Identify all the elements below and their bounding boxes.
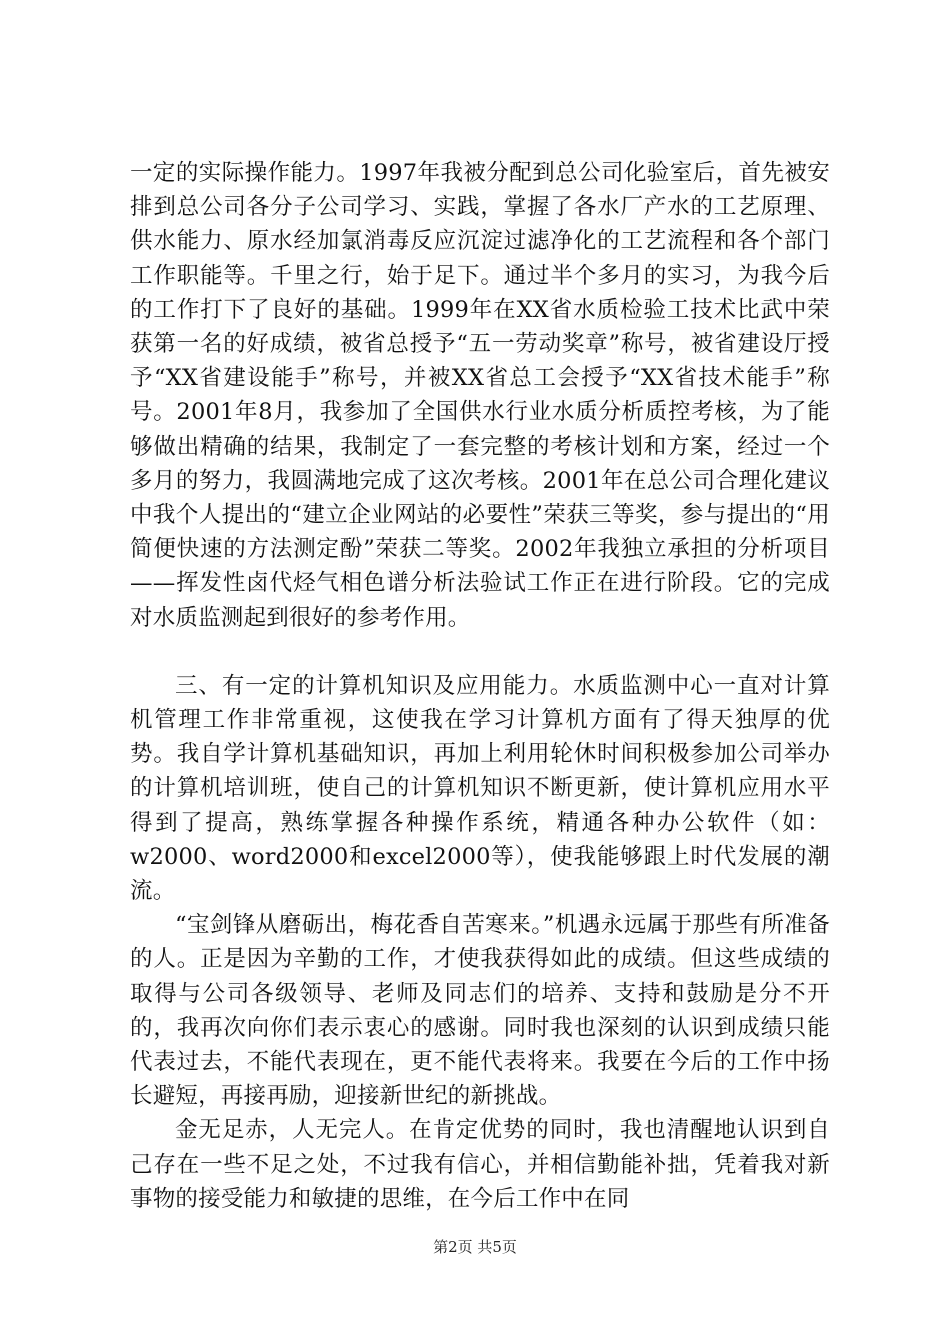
paragraph-shortcomings: 金无足赤，人无完人。在肯定优势的同时，我也清醒地认识到自己存在一些不足之处，不过我有信心，并相信勤能补拙，凭着我对新事物的接受能力和敏捷的思维，在今后工作中在同 (130, 1117, 830, 1212)
paragraph-experience: 一定的实际操作能力。1997年我被分配到总公司化验室后，首先被安排到总公司各分子公司学习、实践，掌握了各水厂产水的工艺原理、供水能力、原水经加氯消毒反应沉淀过滤净化的工艺流程和各个部门工作职能等。千里之行，始于足下。通过半个多月的实习，为我今后的工作打下了良好的基础。1999年在XX省水质检验工技术比武中荣获第一名的好成绩，被省总授予“五一劳动奖章”称号，被省建设厅授予“XX省建设能手”称号，并被XX省总工会授予“XX省技术能手”称号。2001年8月，我参加了全国供水行业水质分析质控考核，为了能够做出精确的结果，我制定了一套完整的考核计划和方案，经过一个多月的努力，我圆满地完成了这次考核。2001年在总公司合理化建议中我个人提出的“建立企业网站的必要性”荣获三等奖，参与提出的“用简便快速的方法测定酚”荣获二等奖。2002年我独立承担的分析项目——挥发性卤代烃气相色谱分析法验试工作正在进行阶段。它的完成对水质监测起到很好的参考作用。 (130, 160, 830, 631)
page-footer: 第2页 共5页 (433, 1238, 517, 1256)
paragraph-acknowledgement: “宝剑锋从磨砺出，梅花香自苦寒来。”机遇永远属于那些有所准备的人。正是因为辛勤的工作，才使我获得如此的成绩。但这些成绩的取得与公司各级领导、老师及同志们的培养、支持和鼓励是分不开的，我再次向你们表示衷心的感谢。同时我也深刻的认识到成绩只能代表过去，不能代表现在，更不能代表将来。我要在今后的工作中扬长避短，再接再励，迎接新世纪的新挑战。 (130, 912, 830, 1110)
paragraph-computer-skills: 三、有一定的计算机知识及应用能力。水质监测中心一直对计算机管理工作非常重视，这使我在学习计算机方面有了得天独厚的优势。我自学计算机基础知识，再加上利用轮休时间积极参加公司举办的计算机培训班，使自己的计算机知识不断更新，使计算机应用水平得到了提高，熟练掌握各种操作系统，精通各种办公软件（如：w2000、word2000和excel2000等），使我能够跟上时代发展的潮流。 (130, 672, 830, 905)
document-body (130, 156, 830, 1216)
